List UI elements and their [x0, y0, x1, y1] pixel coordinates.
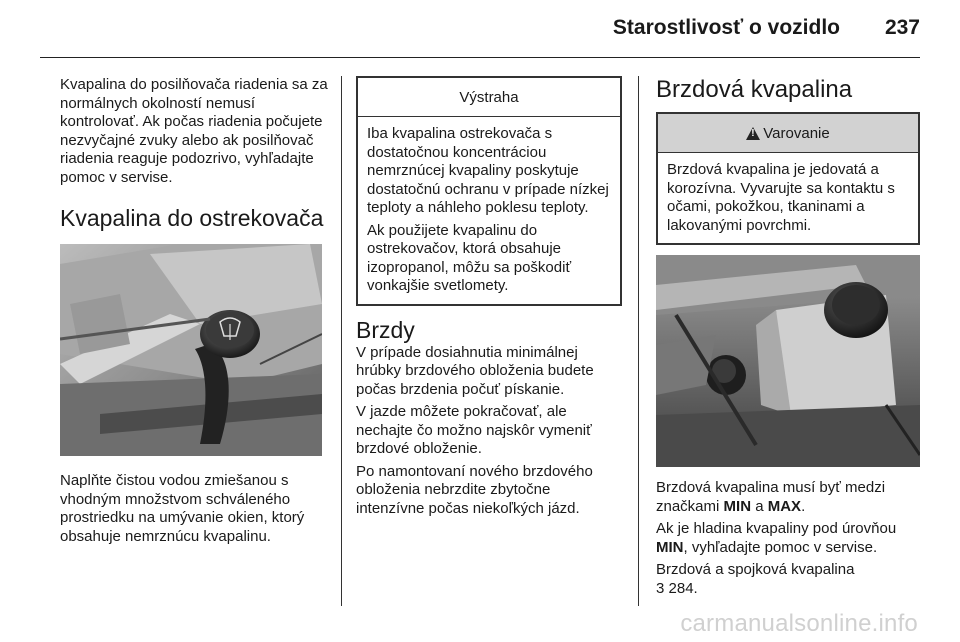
header-rule [40, 57, 920, 58]
column-divider-left [341, 76, 342, 606]
section-title: Starostlivosť o vozidlo [612, 16, 840, 39]
warning-header [658, 114, 918, 153]
page-number: 237 [884, 16, 920, 39]
column-1 [60, 76, 328, 550]
text-run: . [801, 497, 806, 515]
column-divider-right [638, 76, 639, 606]
brakes-paragraph-3: Po namontovaní nového brzdového obloženia nebrzdite zbytočne intenzívne počas niekoľkých jázd. [356, 462, 593, 517]
washer-fluid-paragraph: Naplňte čistou vodou zmiešanou s vhodným množstvom schváleného prostriedku na umývanie okien, ktorý obsahuje nemrznúcu kvapalinu. [60, 472, 305, 545]
page-reference-link[interactable]: 3 284. [656, 579, 698, 597]
text-run: a [751, 497, 768, 515]
text-run: Brzdová kvapalina musí byť medzi značkami [656, 479, 886, 515]
caution-title: Výstraha [358, 78, 620, 117]
warning-paragraph: Brzdová kvapalina je jedovatá a korozívna. Vyvarujte sa kontaktu s očami, pokožkou, tkaninami a lakovanými povrchmi. [667, 161, 895, 234]
caution-paragraph-2: Ak použijete kvapalinu do ostrekovačov, ktorá obsahuje izopropanol, môžu sa poškodiť vonkajšie svetlomety. [367, 221, 572, 294]
brake-fluid-paragraph-1 [656, 479, 920, 516]
column-3 [656, 76, 920, 602]
text-run: Ak je hladina kvapaliny pod úrovňou [656, 520, 897, 537]
text-run: , vyhľadajte pomoc v servise. [683, 538, 878, 556]
brakes-heading: Brzdy [356, 316, 415, 343]
min-mark: MIN [723, 497, 752, 515]
brake-fluid-paragraph-3 [656, 561, 920, 598]
watermark: carmanualsonline.info [680, 610, 918, 637]
brake-fluid-paragraph-2 [656, 520, 920, 557]
column-2 [356, 76, 622, 522]
caution-paragraph-1: Iba kvapalina ostrekovača s dostatočnou koncentráciou nemrznúcej kvapaliny poskytuje dostatočnú ochranu v prípade nízkej teploty a náhleho poklesu teploty. [367, 125, 609, 216]
brake-fluid-heading: Brzdová kvapalina [656, 76, 853, 103]
brake-fluid-reservoir-photo [656, 255, 920, 467]
text-run: Brzdová a spojková kvapalina [656, 561, 855, 578]
warning-title: Varovanie [763, 124, 830, 142]
min-mark: MIN [656, 538, 684, 556]
washer-fluid-heading: Kvapalina do ostrekovača [60, 205, 324, 231]
brakes-paragraph-1: V prípade dosiahnutia minimálnej hrúbky brzdového obloženia budete počas brzdenia počuť pískanie. [356, 343, 594, 398]
power-steering-paragraph: Kvapalina do posilňovača riadenia sa za normálnych okolností nemusí kontrolovať. Ak počas riadenia počujete nezvyčajné zvuky alebo ak posilňovač riadenia reaguje podozrivo, vyhľadajte pomoc v servise. [60, 76, 328, 186]
warning-triangle-icon [746, 127, 760, 140]
warning-box [656, 112, 920, 245]
caution-box [356, 76, 622, 306]
max-mark: MAX [767, 497, 802, 515]
brakes-paragraph-2: V jazde môžete pokračovať, ale nechajte čo možno najskôr vymeniť brzdové obloženie. [356, 403, 592, 457]
washer-reservoir-photo [60, 244, 322, 456]
